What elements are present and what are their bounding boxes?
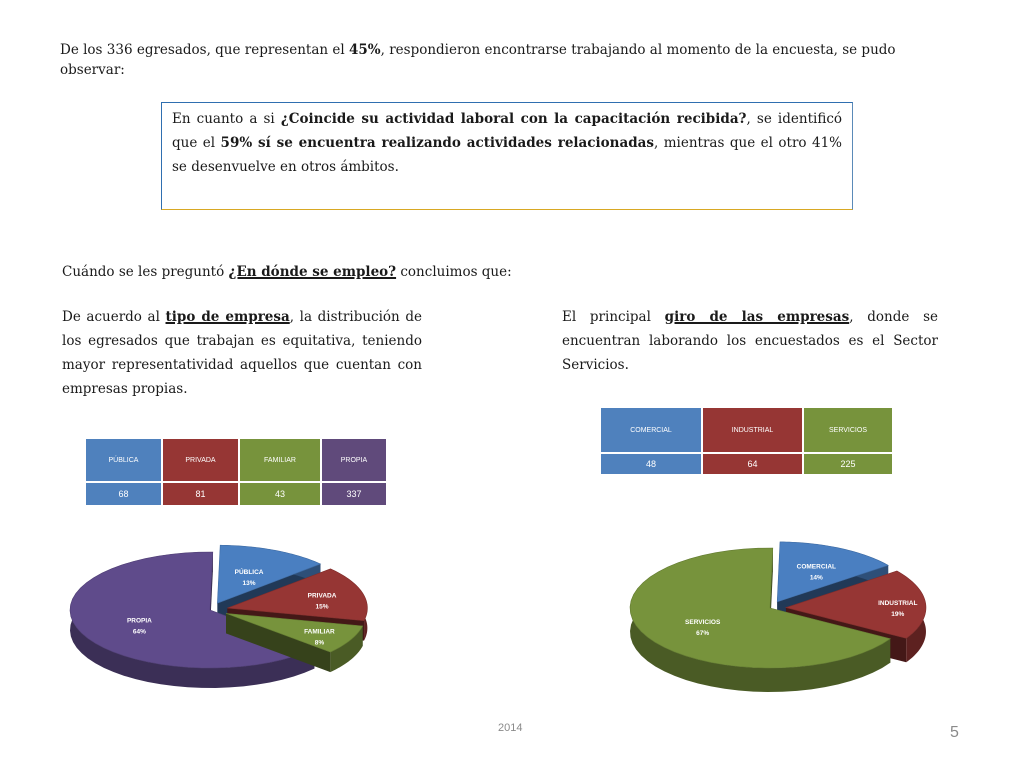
question-text: Cuándo se les preguntó	[62, 264, 229, 280]
table-header-cell: COMERCIAL	[601, 408, 701, 452]
table-header-cell: PROPIA	[322, 439, 386, 481]
pie-category-label: COMERCIAL	[796, 563, 837, 571]
pie-category-label: SERVICIOS	[685, 619, 721, 627]
intro-paragraph	[60, 40, 960, 80]
left-paragraph	[62, 305, 422, 401]
table-header-cell: INDUSTRIAL	[703, 408, 802, 452]
footer-year: 2014	[498, 722, 523, 734]
left-text-end: , la distribución de los egresados que trabajan es equitativa, teniendo mayor representatividad aquellos que cuentan con empresas propias.	[62, 309, 422, 397]
table-value-cell: 337	[322, 483, 386, 505]
pie-category-label: PRIVADA	[307, 592, 337, 600]
right-text-end: , donde se encuentran laborando los encuestados es el Sector Servicios.	[562, 309, 938, 373]
table-value-cell: 64	[703, 454, 802, 474]
business-sector-table	[599, 406, 894, 476]
company-type-pie-chart	[60, 520, 380, 705]
pie-category-label: FAMILIAR	[304, 628, 335, 636]
box-text-mid: , se identificó que el	[172, 111, 843, 151]
right-paragraph	[562, 305, 938, 377]
table-header-cell: SERVICIOS	[804, 408, 892, 452]
table-header-cell: PÚBLICA	[86, 439, 161, 481]
intro-highlight: 45%	[348, 42, 381, 58]
box-text-end: , mientras que el otro 41% se desenvuelve en otros ámbitos.	[172, 135, 843, 175]
pie-percent-label: 13%	[242, 580, 256, 588]
pie-category-label: PÚBLICA	[234, 569, 264, 577]
table-value-cell: 43	[240, 483, 320, 505]
pie-percent-label: 19%	[891, 610, 905, 618]
box-question: ¿Coincide su actividad laboral con la capacitación recibida?	[280, 111, 747, 127]
pie-percent-label: 14%	[809, 574, 823, 582]
table-header-cell: PRIVADA	[163, 439, 238, 481]
pie-percent-label: 8%	[314, 639, 325, 647]
left-text: De acuerdo al	[62, 309, 166, 325]
pie-category-label: PROPIA	[126, 617, 152, 625]
question-highlight: ¿En dónde se empleo?	[228, 264, 397, 280]
box-text: En cuanto a si	[172, 111, 281, 127]
table-value-cell: 225	[804, 454, 892, 474]
table-value-cell: 48	[601, 454, 701, 474]
pie-percent-label: 67%	[696, 630, 710, 638]
intro-text: De los 336 egresados, que representan el	[60, 42, 349, 58]
page-number: 5	[950, 724, 959, 741]
left-highlight: tipo de empresa	[165, 309, 290, 325]
business-sector-pie-chart	[620, 520, 940, 705]
right-highlight: giro de las empresas	[664, 309, 850, 325]
table-value-cell: 68	[86, 483, 161, 505]
right-text: El principal	[562, 309, 665, 325]
pie-percent-label: 15%	[315, 603, 329, 611]
highlight-box	[161, 102, 853, 210]
table-header-cell: FAMILIAR	[240, 439, 320, 481]
question-text-end: concluimos que:	[396, 264, 512, 280]
company-type-table	[84, 437, 388, 507]
intro-text-end: , respondieron encontrarse trabajando al momento de la encuesta, se pudo observar:	[60, 42, 896, 78]
pie-percent-label: 64%	[132, 628, 146, 636]
question-paragraph	[62, 262, 512, 282]
table-value-cell: 81	[163, 483, 238, 505]
pie-category-label: INDUSTRIAL	[878, 599, 918, 607]
box-highlight: 59% sí se encuentra realizando actividades relacionadas	[220, 135, 654, 151]
